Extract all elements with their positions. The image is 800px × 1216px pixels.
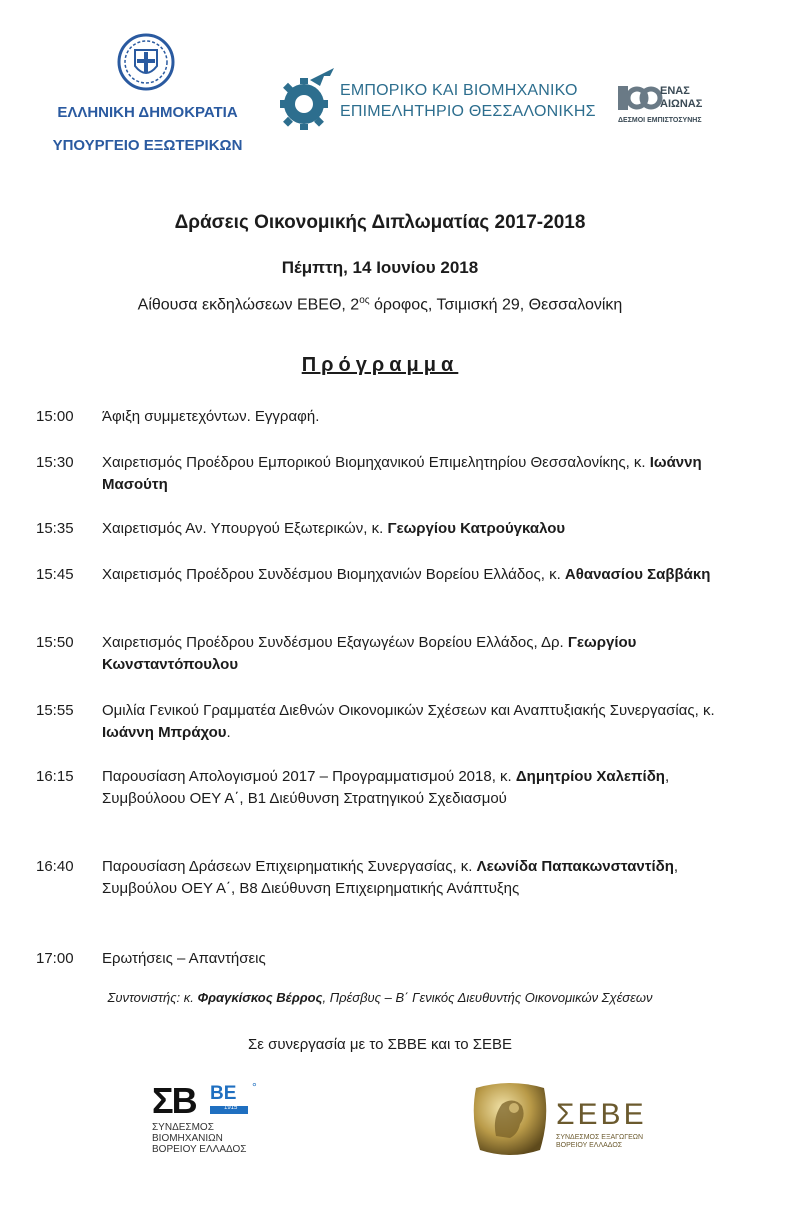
event-date: Πέμπτη, 14 Ιουνίου 2018 — [281, 258, 479, 277]
schedule-text: Χαιρετισμός Αν. Υπουργού Εξωτερικών, κ. Γεωργίου Κατρούγκαλου — [102, 520, 566, 537]
ministry-title: ΥΠΟΥΡΓΕΙΟ ΕΞΩΤΕΡΙΚΩΝ — [52, 137, 243, 154]
sbbe-year: 1915 — [224, 1105, 238, 1111]
sbbe-logo-mark: ΣΒ — [152, 1080, 196, 1121]
venue-after: όροφος, Τσιμισκή 29, Θεσσαλονίκη — [369, 296, 623, 314]
event-venue — [0, 295, 760, 314]
schedule-text: Παρουσίαση Δράσεων Επιχειρηματικής Συνεργασίας, κ. Λεωνίδα Παπακωνσταντίδη, Συμβούλου ΟΕΥ Α΄, Β8 Διεύθυνση Επιχειρηματικής Ανάπτυξης — [102, 858, 679, 897]
venue-before: Αίθουσα εκδηλώσεων ΕΒΕΘ, 2 — [137, 296, 360, 314]
schedule-time: 15:30 — [36, 454, 74, 471]
sbbe-name: ΣΥΝΔΕΣΜΟΣ ΒΙΟΜΗΧΑΝΙΩΝ ΒΟΡΕΙΟΥ ΕΛΛΑΔΟΣ — [152, 1122, 247, 1155]
schedule-time: 16:15 — [36, 768, 74, 785]
schedule-time: 16:40 — [36, 858, 74, 875]
greek-republic-emblem-icon — [117, 30, 175, 94]
century-anniversary-logo-icon — [616, 82, 736, 126]
gov-title: ΕΛΛΗΝΙΚΗ ΔΗΜΟΚΡΑΤΙΑ — [57, 104, 238, 121]
schedule-text: Άφιξη συμμετεχόντων. Εγγραφή. — [102, 408, 320, 425]
venue-ordinal: ος — [359, 295, 370, 306]
schedule-time: 15:35 — [36, 520, 74, 537]
schedule-time: 15:55 — [36, 702, 74, 719]
svg-text:ΑΙΩΝΑΣ: ΑΙΩΝΑΣ — [660, 98, 703, 110]
document-title: Δράσεις Οικονομικής Διπλωματίας 2017-2018 — [174, 212, 586, 233]
ebeth-line1: ΕΜΠΟΡΙΚΟ ΚΑΙ ΒΙΟΜΗΧΑΝΙΚΟ — [340, 82, 578, 99]
schedule-text: Ερωτήσεις – Απαντήσεις — [102, 950, 266, 967]
schedule-text: Χαιρετισμός Προέδρου Συνδέσμου Εξαγωγέων Βορείου Ελλάδος, Δρ. Γεωργίου Κωνσταντόπουλου — [102, 634, 637, 673]
schedule-time: 15:45 — [36, 566, 74, 583]
sbbe-degree-icon: ° — [252, 1080, 257, 1094]
schedule-text: Χαιρετισμός Προέδρου Συνδέσμου Βιομηχανιών Βορείου Ελλάδος, κ. Αθανασίου Σαββάκη — [102, 566, 711, 583]
svg-text:ΕΝΑΣ: ΕΝΑΣ — [660, 85, 690, 97]
svg-text:ΔΕΣΜΟΙ ΕΜΠΙΣΤΟΣΥΝΗΣ: ΔΕΣΜΟΙ ΕΜΠΙΣΤΟΣΥΝΗΣ — [618, 117, 702, 124]
seve-coin-logo-icon — [470, 1078, 550, 1158]
schedule-time: 17:00 — [36, 950, 74, 967]
schedule-time: 15:00 — [36, 408, 74, 425]
ebeth-line2: ΕΠΙΜΕΛΗΤΗΡΙΟ ΘΕΣΣΑΛΟΝΙΚΗΣ — [340, 103, 596, 120]
seve-name: ΣΕΒΕ — [556, 1098, 647, 1131]
ebeth-title — [340, 80, 596, 122]
schedule-text: Χαιρετισμός Προέδρου Εμπορικού Βιομηχανικού Επιμελητηρίου Θεσσαλονίκης, κ. Ιωάννη Μασούτη — [102, 454, 702, 493]
collaboration-note: Σε συνεργασία με το ΣΒΒΕ και το ΣΕΒΕ — [247, 1036, 513, 1053]
sbbe-logo-be: ΒΕ — [210, 1083, 237, 1104]
schedule-text: Ομιλία Γενικού Γραμματέα Διεθνών Οικονομικών Σχέσεων και Αναπτυξιακής Συνεργασίας, κ. Ιωάννη Μπράχου. — [102, 702, 715, 741]
schedule-time: 15:50 — [36, 634, 74, 651]
ebeth-gear-logo-icon — [280, 66, 336, 130]
coordinator-line: Συντονιστής: κ. Φραγκίσκος Βέρρος, Πρέσβυς – Β΄ Γενικός Διευθυντής Οικονομικών Σχέσεων — [107, 990, 653, 1005]
program-heading: Πρόγραμμα — [301, 354, 459, 376]
schedule-text: Παρουσίαση Απολογισμού 2017 – Προγραμματισμού 2018, κ. Δημητρίου Χαλεπίδη, Συμβούλοου ΟΕΥ Α΄, Β1 Διεύθυνση Στρατηγικού Σχεδιασμού — [102, 768, 670, 807]
seve-subtitle: ΣΥΝΔΕΣΜΟΣ ΕΞΑΓΩΓΕΩΝ ΒΟΡΕΙΟΥ ΕΛΛΑΔΟΣ — [556, 1134, 644, 1149]
